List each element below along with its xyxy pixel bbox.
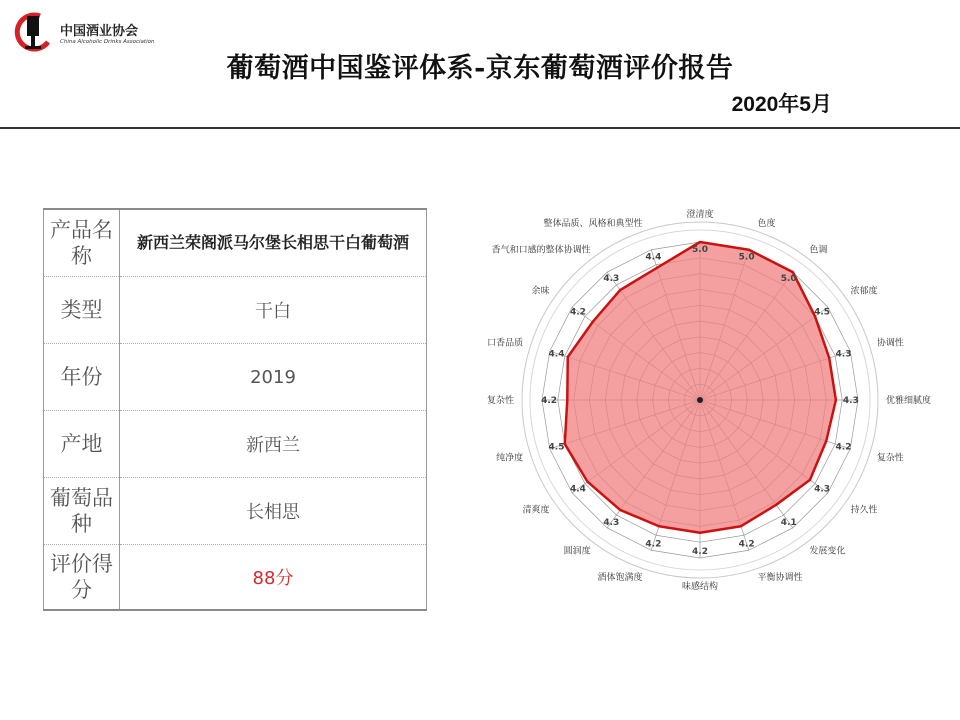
logo-english-name: China Alcoholic Drinks Association bbox=[60, 39, 155, 45]
label-vintage: 年份 bbox=[44, 344, 120, 411]
table-row-type bbox=[44, 277, 427, 344]
radar-value-label: 4.3 bbox=[603, 273, 620, 284]
logo-chinese-name: 中国酒业协会 bbox=[60, 24, 139, 39]
radar-axis-label: 色度 bbox=[757, 219, 776, 230]
radar-axis-label: 香气和口感的整体协调性 bbox=[491, 245, 591, 256]
value-score: 88分 bbox=[252, 568, 294, 589]
radar-value-label: 4.3 bbox=[814, 484, 831, 495]
radar-value-label: 4.3 bbox=[835, 349, 852, 360]
radar-axis-label: 浓郁度 bbox=[850, 286, 878, 297]
page-title: 葡萄酒中国鉴评体系-京东葡萄酒评价报告 bbox=[226, 53, 734, 84]
radar-axis-label: 口香品质 bbox=[487, 338, 524, 349]
table-row-product-name bbox=[44, 209, 427, 277]
radar-axis-label: 协调性 bbox=[876, 338, 904, 349]
radar-value-label: 4.4 bbox=[548, 349, 565, 360]
radar-axis-label: 持久性 bbox=[850, 505, 878, 516]
radar-axis-label: 圆润度 bbox=[563, 546, 591, 557]
radar-value-label: 4.4 bbox=[569, 484, 586, 495]
radar-axis-label: 平衡协调性 bbox=[757, 572, 803, 583]
radar-axis-label: 澄清度 bbox=[686, 210, 714, 220]
label-origin: 产地 bbox=[44, 411, 120, 478]
value-origin: 新西兰 bbox=[120, 411, 427, 478]
radar-value-label: 4.2 bbox=[541, 396, 558, 406]
value-grape-variety: 长相思 bbox=[120, 478, 427, 545]
value-product-name: 新西兰荣阁派马尔堡长相思干白葡萄酒 bbox=[120, 209, 427, 277]
radar-axis-label: 清爽度 bbox=[522, 505, 550, 516]
header-divider bbox=[0, 127, 960, 129]
table-row-vintage bbox=[44, 344, 427, 411]
radar-value-label: 4.1 bbox=[780, 518, 797, 529]
radar-axis-label: 复杂性 bbox=[876, 453, 904, 464]
radar-chart bbox=[470, 190, 940, 620]
radar-axis-label: 发展变化 bbox=[809, 546, 846, 557]
radar-value-label: 5.0 bbox=[692, 245, 708, 256]
radar-value-label: 4.5 bbox=[548, 442, 565, 453]
report-date: 2020年5月 bbox=[731, 93, 832, 116]
radar-value-label: 4.2 bbox=[738, 539, 755, 550]
radar-axis-label: 味感结构 bbox=[681, 582, 719, 592]
table-row-grape-variety bbox=[44, 478, 427, 545]
radar-value-label: 5.0 bbox=[738, 252, 755, 263]
radar-axis-label: 色调 bbox=[809, 245, 828, 256]
label-product-name: 产品名称 bbox=[44, 209, 120, 277]
radar-value-label: 4.4 bbox=[645, 252, 662, 263]
radar-value-label: 4.2 bbox=[645, 539, 662, 550]
radar-value-label: 4.2 bbox=[569, 307, 586, 318]
radar-axis-label: 整体品质、风格和典型性 bbox=[543, 219, 643, 230]
radar-center bbox=[697, 397, 703, 403]
radar-value-label: 4.5 bbox=[814, 307, 831, 318]
radar-axis-label: 酒体饱满度 bbox=[597, 572, 643, 583]
table-row-origin bbox=[44, 411, 427, 478]
label-grape-variety: 葡萄品种 bbox=[44, 478, 120, 545]
radar-value-label: 4.2 bbox=[692, 546, 708, 557]
radar-value-label: 4.3 bbox=[842, 396, 859, 406]
wine-info-table bbox=[43, 208, 427, 611]
radar-axis-label: 复杂性 bbox=[486, 396, 514, 406]
value-type: 干白 bbox=[120, 277, 427, 344]
label-type: 类型 bbox=[44, 277, 120, 344]
value-vintage: 2019 bbox=[120, 344, 427, 411]
radar-axis-label: 余味 bbox=[531, 286, 550, 297]
radar-axis-label: 优雅细腻度 bbox=[886, 396, 932, 406]
radar-value-label: 4.3 bbox=[603, 518, 620, 529]
table-row-score bbox=[44, 545, 427, 611]
label-score: 评价得分 bbox=[44, 545, 120, 611]
radar-axis-label: 纯净度 bbox=[496, 453, 524, 464]
radar-value-label: 4.2 bbox=[835, 442, 852, 453]
radar-series-polygon bbox=[565, 242, 836, 533]
radar-value-label: 5.0 bbox=[780, 273, 797, 284]
